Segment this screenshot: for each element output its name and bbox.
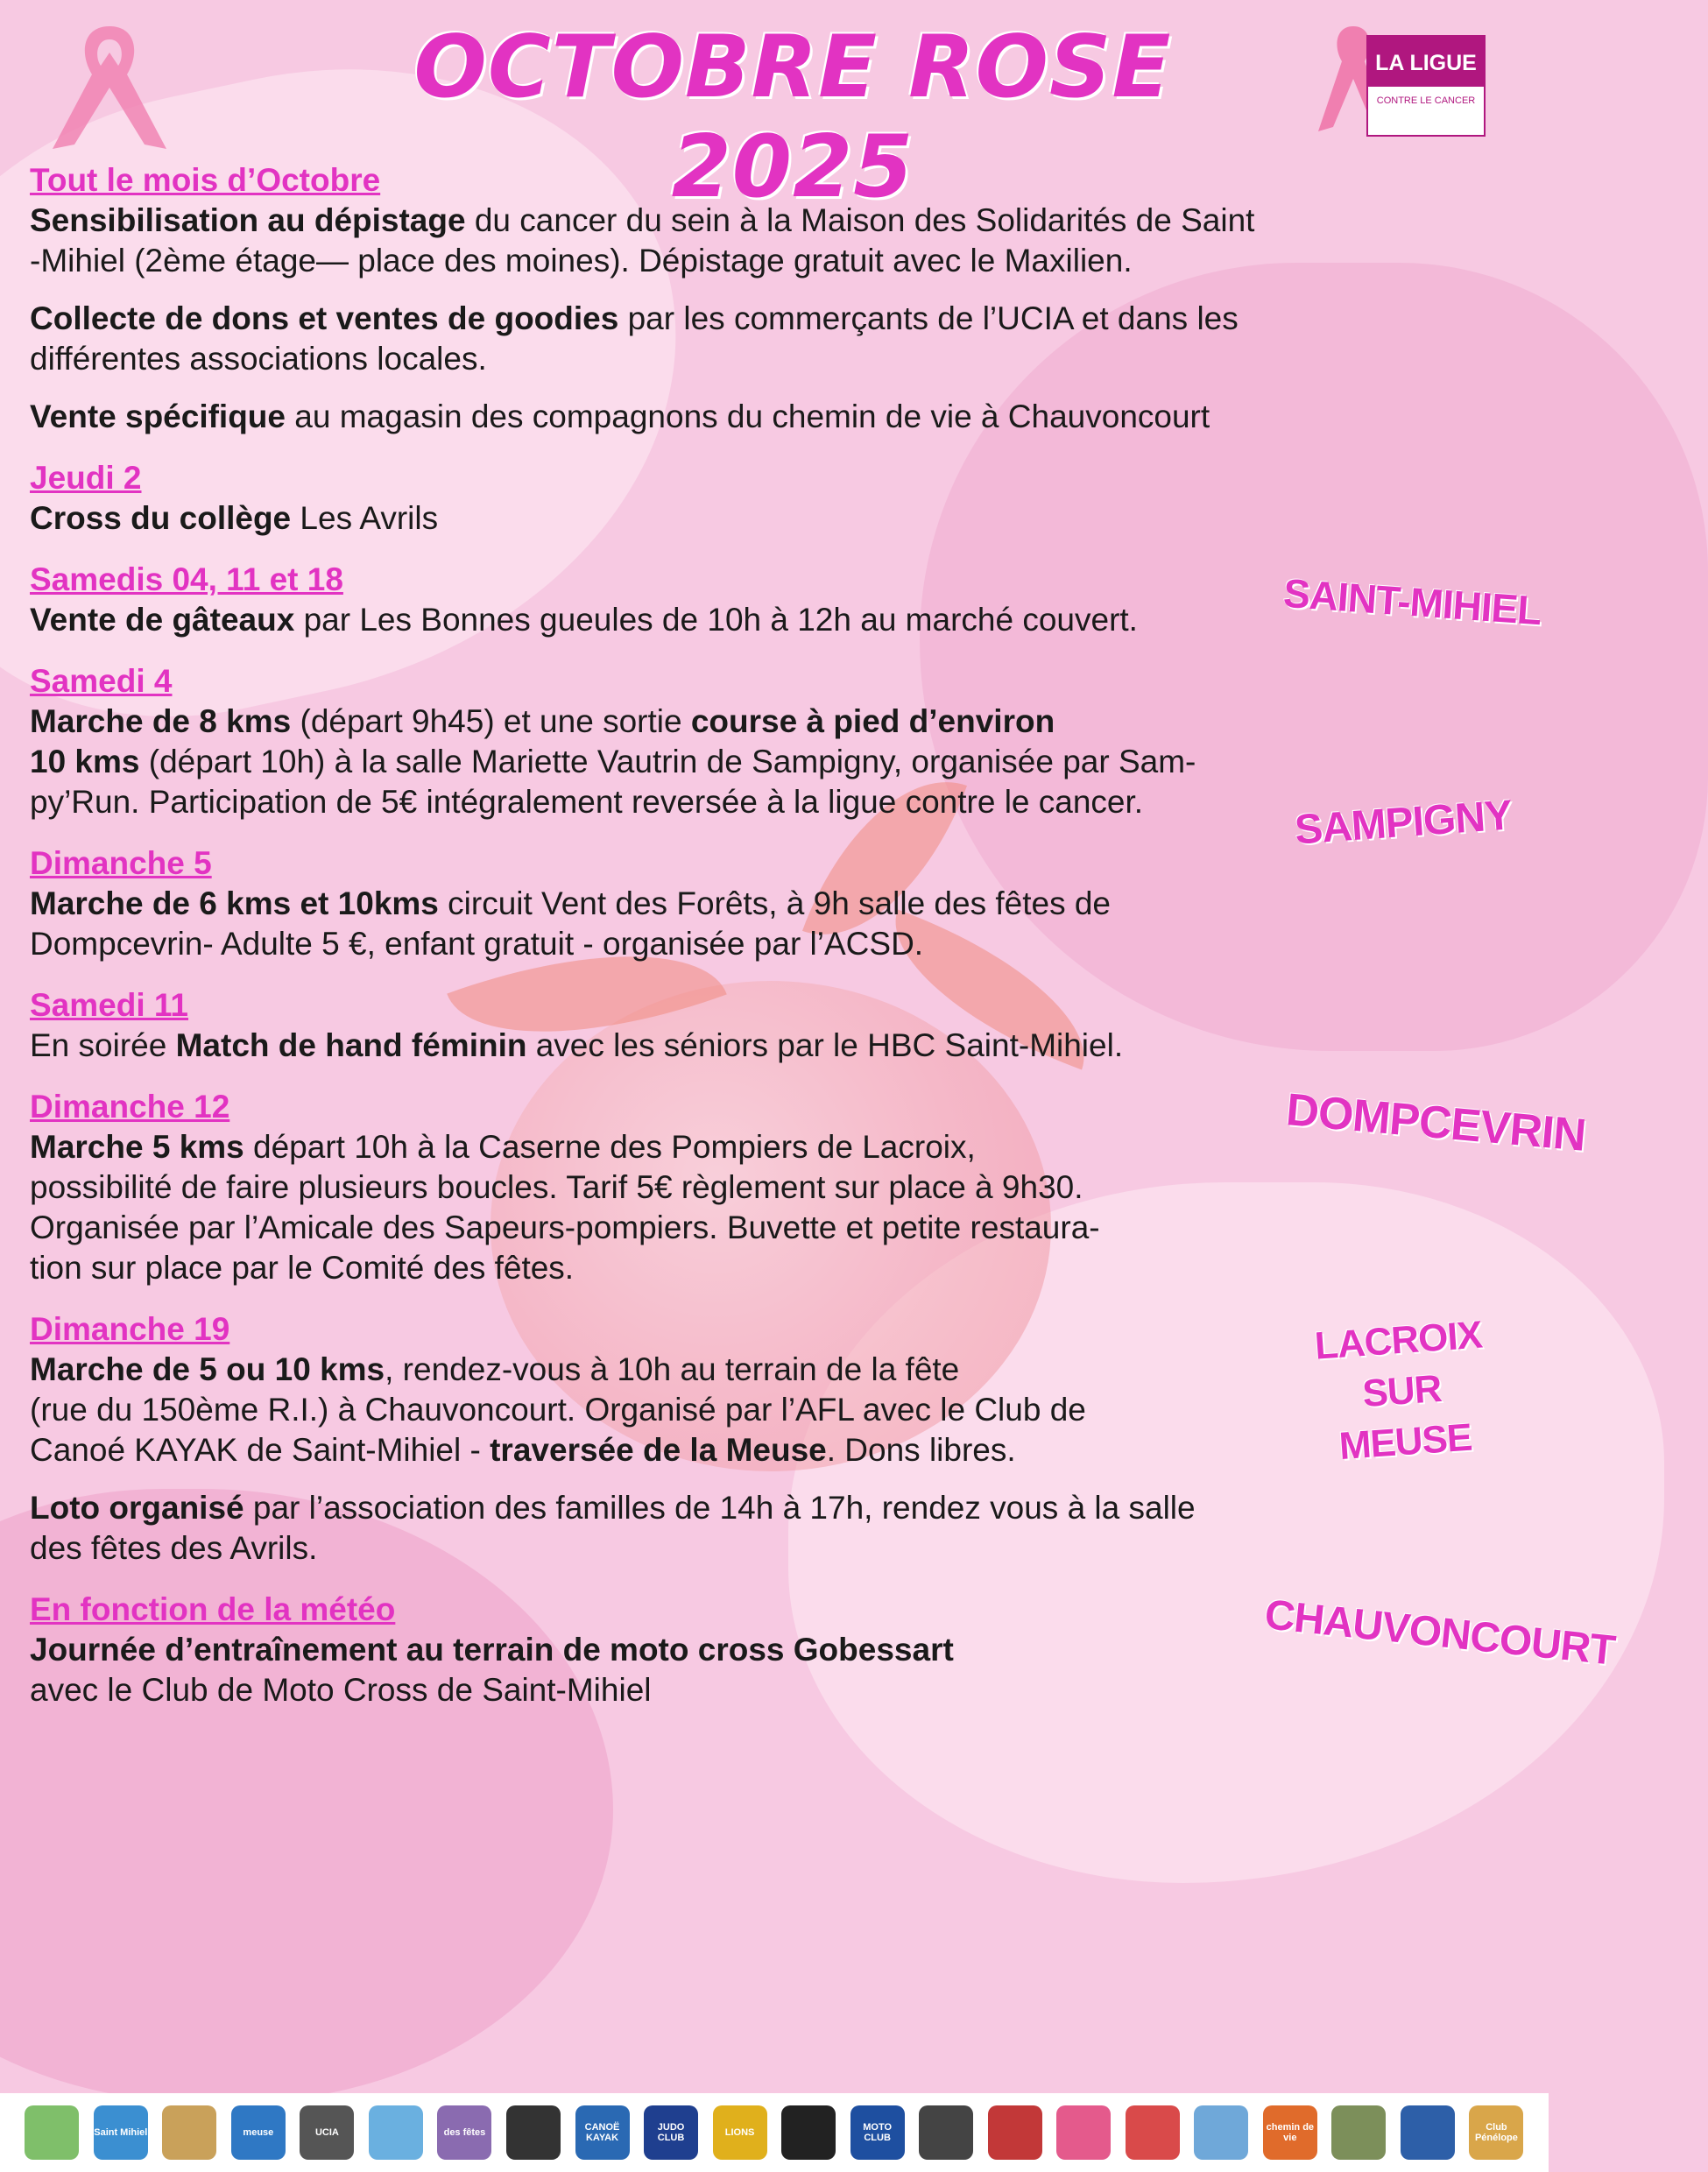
event-highlight: course à pied d’environ <box>690 703 1055 739</box>
event-text: . Dons libres. <box>826 1432 1016 1468</box>
event-highlight: Sensibilisation au dépistage <box>30 202 466 238</box>
partner-logo <box>162 2105 216 2160</box>
partner-logo <box>1056 2105 1111 2160</box>
event-description <box>30 1488 1519 1569</box>
logo-text: LA LIGUE <box>1368 37 1484 87</box>
event-highlight: Journée d’entraînement au terrain de moto cross Gobessart <box>30 1632 954 1668</box>
partner-logo: des fêtes <box>437 2105 491 2160</box>
partner-logo: chemin de vie <box>1263 2105 1317 2160</box>
event-description <box>30 1350 1519 1470</box>
event-text: des fêtes des Avrils. <box>30 1530 318 1566</box>
partner-logo <box>1401 2105 1455 2160</box>
partner-logo <box>781 2105 836 2160</box>
event-text: avec les séniors par le HBC Saint-Mihiel. <box>526 1027 1124 1063</box>
event-highlight: traversée de la Meuse <box>490 1432 827 1468</box>
partner-logo: CANOË KAYAK <box>575 2105 630 2160</box>
event-text: En soirée <box>30 1027 176 1063</box>
event-text: -Mihiel (2ème étage— place des moines). Dépistage gratuit avec le Maxilien. <box>30 243 1133 279</box>
event-text: (départ 10h) à la salle Mariette Vautrin de Sampigny, organisée par Sam- <box>139 744 1196 779</box>
place-label-saint-mihiel: SAINT-MIHIEL <box>1281 569 1543 634</box>
partner-logo <box>25 2105 79 2160</box>
partner-logo <box>1126 2105 1180 2160</box>
place-label-chauvoncourt: CHAUVONCOURT <box>1262 1591 1617 1675</box>
event-list <box>30 160 1519 1710</box>
event-text: Organisée par l’Amicale des Sapeurs-pompiers. Buvette et petite restaura- <box>30 1209 1100 1245</box>
partner-logo: Saint Mihiel <box>94 2105 148 2160</box>
pink-ribbon-icon <box>35 18 184 158</box>
event-date: En fonction de la météo <box>30 1591 396 1627</box>
event-text: différentes associations locales. <box>30 341 487 377</box>
page-title: OCTOBRE ROSE 2025 <box>413 18 1172 217</box>
event-description <box>30 201 1519 281</box>
event-date: Dimanche 5 <box>30 845 212 881</box>
event-text: Les Avrils <box>291 500 439 536</box>
event-text: au magasin des compagnons du chemin de vie à Chauvoncourt <box>286 398 1210 434</box>
event-highlight: Loto organisé <box>30 1490 244 1526</box>
place-label-sampigny: SAMPIGNY <box>1293 792 1514 854</box>
partner-logo <box>919 2105 973 2160</box>
logo-subtext: CONTRE LE CANCER <box>1376 95 1476 106</box>
event-text: par les commerçants de l’UCIA et dans les <box>618 300 1239 336</box>
event-description <box>30 397 1519 437</box>
event-text: (départ 9h45) et une sortie <box>291 703 691 739</box>
partner-logo: meuse <box>231 2105 286 2160</box>
partner-logo <box>1194 2105 1248 2160</box>
event-highlight: Vente spécifique <box>30 398 286 434</box>
partner-logo <box>1331 2105 1386 2160</box>
partner-logo <box>988 2105 1042 2160</box>
event-date: Samedi 4 <box>30 663 173 699</box>
partner-logo: Club Pénélope <box>1469 2105 1523 2160</box>
event-date: Dimanche 19 <box>30 1311 230 1347</box>
la-ligue-logo <box>1366 35 1486 137</box>
event-description <box>30 299 1519 379</box>
partner-logos-bar <box>0 2093 1549 2172</box>
event-text: Dompcevrin- Adulte 5 €, enfant gratuit - organisée par l’ACSD. <box>30 926 924 962</box>
event-highlight: Marche de 8 kms <box>30 703 292 739</box>
place-label-lacroix-sur-meuse <box>1313 1310 1491 1474</box>
event-text: (rue du 150ème R.I.) à Chauvoncourt. Organisé par l’AFL avec le Club de <box>30 1392 1086 1428</box>
place-label-line: SUR <box>1360 1366 1443 1416</box>
event-description <box>30 498 1519 539</box>
event-description <box>30 1127 1519 1288</box>
event-highlight: Marche de 5 ou 10 kms <box>30 1351 385 1387</box>
place-label-dompcevrin: DOMPCEVRIN <box>1284 1084 1588 1161</box>
event-date: Jeudi 2 <box>30 460 142 496</box>
event-text: py’Run. Participation de 5€ intégralement reversée à la ligue contre le cancer. <box>30 784 1144 820</box>
place-label-line: LACROIX <box>1313 1313 1484 1368</box>
partner-logo: JUDO CLUB <box>644 2105 698 2160</box>
event-highlight: Marche de 6 kms et 10kms <box>30 885 439 921</box>
event-text: avec le Club de Moto Cross de Saint-Mihiel <box>30 1672 652 1708</box>
event-highlight: Cross du collège <box>30 500 292 536</box>
event-description <box>30 1026 1519 1066</box>
partner-logo: UCIA <box>300 2105 354 2160</box>
partner-logo <box>369 2105 423 2160</box>
event-description <box>30 702 1519 822</box>
event-date: Tout le mois d’Octobre <box>30 162 381 198</box>
place-label-line: MEUSE <box>1337 1415 1473 1469</box>
event-text: par Les Bonnes gueules de 10h à 12h au marché couvert. <box>294 602 1138 638</box>
partner-logo: MOTO CLUB <box>850 2105 905 2160</box>
event-description <box>30 884 1519 964</box>
event-text: , rendez-vous à 10h au terrain de la fête <box>385 1351 960 1387</box>
event-text: tion sur place par le Comité des fêtes. <box>30 1250 575 1286</box>
partner-logo <box>506 2105 561 2160</box>
event-highlight: Marche 5 kms <box>30 1129 244 1165</box>
event-date: Samedis 04, 11 et 18 <box>30 561 343 597</box>
event-highlight: 10 kms <box>30 744 140 779</box>
event-date: Dimanche 12 <box>30 1089 230 1125</box>
event-text: par l’association des familles de 14h à 17h, rendez vous à la salle <box>243 1490 1196 1526</box>
event-highlight: Collecte de dons et ventes de goodies <box>30 300 619 336</box>
partner-logo: LIONS <box>713 2105 767 2160</box>
event-text: possibilité de faire plusieurs boucles. Tarif 5€ règlement sur place à 9h30. <box>30 1169 1083 1205</box>
event-text: départ 10h à la Caserne des Pompiers de Lacroix, <box>243 1129 976 1165</box>
event-date: Samedi 11 <box>30 987 189 1023</box>
event-text: circuit Vent des Forêts, à 9h salle des fêtes de <box>438 885 1112 921</box>
event-highlight: Vente de gâteaux <box>30 602 295 638</box>
event-text: Canoé KAYAK de Saint-Mihiel - <box>30 1432 491 1468</box>
event-highlight: Match de hand féminin <box>175 1027 527 1063</box>
event-text: du cancer du sein à la Maison des Solidarités de Saint <box>465 202 1255 238</box>
